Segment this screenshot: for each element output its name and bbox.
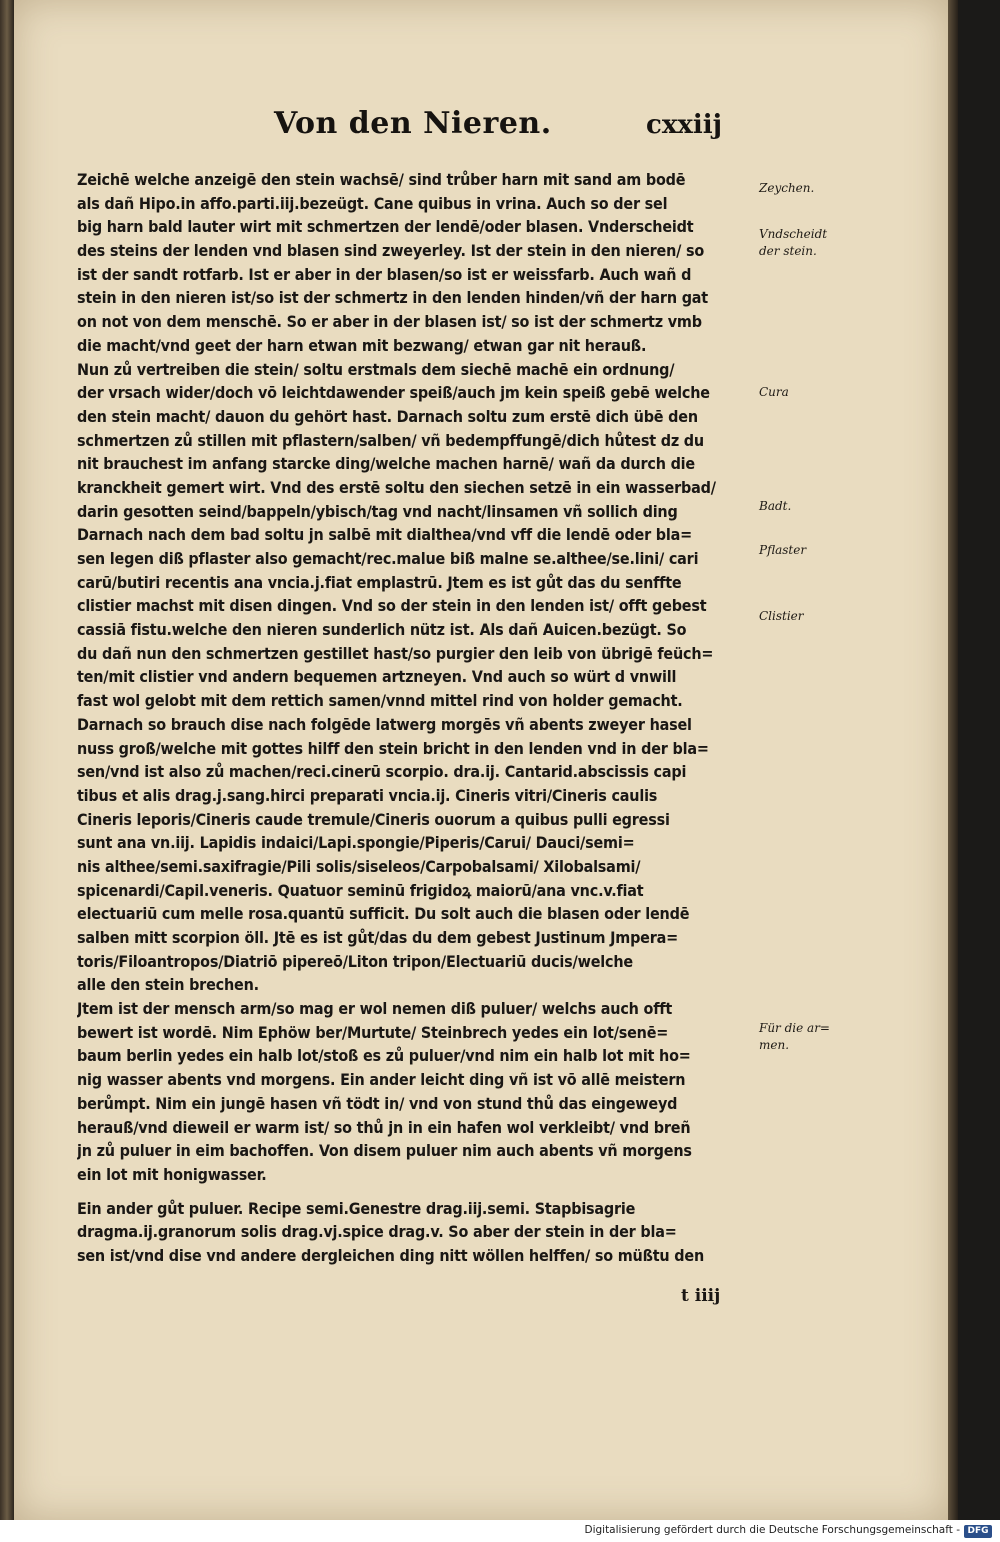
margin-note-unterscheid: Vndscheidt der stein.: [759, 227, 828, 258]
text-line: nit brauchest im anfang starcke ding/welche machen harnē/ wañ da durch die: [77, 454, 695, 474]
signature-mark: t iiij: [681, 1286, 721, 1306]
margin-note-bad: Badt.: [759, 499, 792, 513]
text-line: salben mitt scorpion öll. Jtē es ist gůt/das du dem gebest Justinum Jmpera=: [77, 928, 679, 947]
text-line: nig wasser abents vnd morgens. Ein ander leicht ding vñ ist vō allē meistern: [77, 1070, 686, 1090]
text-line: sen/vnd ist also zů machen/reci.cinerū scorpio. dra.ij. Cantarid.abscissis capi: [77, 762, 687, 782]
text-line: Darnach so brauch dise nach folgēde latwerg morgēs vñ abents zweyer hasel: [77, 714, 692, 734]
text-line: Jtem ist der mensch arm/so mag er wol nemen diß puluer/ welchs auch offt: [77, 999, 673, 1019]
text-line: sen ist/vnd dise vnd andere dergleichen ding nitt wöllen helffen/ so müßtu den: [77, 1245, 705, 1265]
dfg-logo-icon: DFG: [964, 1525, 992, 1538]
text-line: herauß/vnd dieweil er warm ist/ so thů jn in ein hafen wol verkleibt/ vnd breñ: [77, 1117, 691, 1137]
text-line: on not von dem menschē. So er aber in der blasen ist/ so ist der schmertz vmb: [77, 312, 702, 332]
text-line: du dañ nun den schmertzen gestillet hast/so purgier den leib von übrigē feüch=: [77, 643, 714, 663]
text-line: nuss groß/welche mit gottes hilff den stein bricht in den lenden vnd in der bla=: [77, 738, 709, 758]
page-edge: [0, 0, 14, 1520]
footer-bar: [0, 1520, 1000, 1542]
margin-note-clistier: Clistier: [759, 609, 804, 623]
margin-note-zeichen: Zeychen.: [759, 181, 815, 195]
text-line: Darnach nach dem bad soltu jn salbē mit dialthea/vnd vff die lendē oder bla=: [77, 525, 693, 545]
text-line: dragma.ij.granorum solis drag.vj.spice drag.v. So aber der stein in der bla=: [77, 1222, 677, 1242]
text-line: den stein macht/ dauon du gehört hast. Darnach soltu zum erstē dich übē den: [77, 406, 698, 426]
text-line: toris/Filoantropos/Diatriō pipereō/Liton tripon/Electuariū ducis/welche: [77, 951, 633, 971]
text-line: big harn bald lauter wirt mit schmertzen der lendē/oder blasen. Vnderscheidt: [77, 217, 694, 237]
text-line: bewert ist wordē. Nim Ephöw ber/Murtute/ Steinbrech yedes ein lot/senē=: [77, 1022, 669, 1042]
text-line: der vrsach wider/doch vō leichtdawender speiß/auch jm kein speiß gebē welche: [77, 383, 710, 403]
page-gutter-shadow: [948, 0, 958, 1520]
margin-note-pflaster: Pflaster: [759, 543, 807, 557]
text-line: nis althee/semi.saxifragie/Pili solis/siseleos/Carpobalsami/ Xilobalsami/: [77, 856, 641, 876]
text-line: baum berlin yedes ein halb lot/stoß es zů puluer/vnd nim ein halb lot mit ho=: [77, 1046, 691, 1066]
text-line: berůmpt. Nim ein jungē hasen vñ tödt in/ vnd von stund thů das eingeweyd: [77, 1093, 678, 1113]
running-head: Von den Nieren.: [274, 106, 552, 141]
text-line: als dañ Hipo.in affo.parti.iij.bezeügt. Cane quibus in vrina. Auch so der sel: [77, 193, 668, 213]
page-header: [252, 104, 772, 164]
paragraph-gap: [77, 1187, 757, 1197]
main-text-block: [77, 168, 757, 1268]
text-line: Cineris leporis/Cineris caude tremule/Cineris ouorum a quibus pulli egressi: [77, 809, 670, 829]
text-line: Ein ander gůt puluer. Recipe semi.Genestre drag.iij.semi. Stapbisagrie: [77, 1198, 636, 1218]
text-line: jn zů puluer in eim bachoffen. Von disem puluer nim auch abents vñ morgens: [77, 1141, 692, 1161]
text-line: fast wol gelobt mit dem rettich samen/vnnd mittel rind von holder gemacht.: [77, 691, 683, 711]
text-line: electuariū cum melle rosa.quantū sufficit. Du solt auch die blasen oder lendē: [77, 904, 690, 924]
margin-note-cura: Cura: [759, 385, 789, 399]
text-line: schmertzen zů stillen mit pflastern/salben/ vñ bedempffungē/dich hůtest dz du: [77, 430, 704, 450]
text-line: des steins der lenden vnd blasen sind zweyerley. Ist der stein in den nieren/ so: [77, 241, 705, 261]
text-line: clistier machst mit disen dingen. Vnd so der stein in den lenden ist/ offt gebest: [77, 596, 707, 616]
footer-credit: Digitalisierung gefördert durch die Deutsche Forschungsgemeinschaft -: [584, 1524, 960, 1536]
margin-notes: [759, 0, 837, 1300]
text-line: carū/butiri recentis ana vncia.j.fiat emplastrū. Jtem es ist gůt das du senffte: [77, 572, 682, 592]
text-line: spicenardi/Capil.veneris. Quatuor seminū frigidoꝝ maiorū/ana vnc.v.fiat: [77, 880, 644, 900]
text-line: ein lot mit honigwasser.: [77, 1164, 267, 1184]
text-line: Zeichē welche anzeigē den stein wachsē/ sind trůber harn mit sand am bodē: [77, 170, 686, 189]
folio-number: cxxiij: [646, 110, 722, 140]
text-line: ten/mit clistier vnd andern bequemen artzneyen. Vnd auch so würt d vnwill: [77, 667, 677, 687]
text-line: kranckheit gemert wirt. Vnd des erstē soltu den siechen setzē in ein wasserbad/: [77, 477, 716, 497]
text-line: tibus et alis drag.j.sang.hirci preparati vncia.ij. Cineris vitri/Cineris caulis: [77, 785, 658, 805]
text-line: darin gesotten seind/bappeln/ybisch/tag vnd nacht/linsamen vñ sollich ding: [77, 501, 678, 521]
text-line: sunt ana vn.iij. Lapidis indaici/Lapi.spongie/Piperis/Carui/ Dauci/semi=: [77, 833, 635, 853]
text-line: ist der sandt rotfarb. Ist er aber in der blasen/so ist er weissfarb. Auch wañ d: [77, 264, 692, 284]
margin-note-arme: Für die ar= men.: [759, 1021, 830, 1052]
text-line: sen legen diß pflaster also gemacht/rec.malue biß malne se.althee/se.lini/ cari: [77, 549, 699, 568]
text-line: Nun zů vertreiben die stein/ soltu erstmals dem siechē machē ein ordnung/: [77, 359, 675, 379]
text-line: stein in den nieren ist/so ist der schmertz in den lenden hinden/vñ der harn gat: [77, 288, 708, 308]
text-line: cassiā fistu.welche den nieren sunderlich nütz ist. Als dañ Auicen.bezügt. So: [77, 620, 687, 640]
book-page: [14, 0, 948, 1520]
text-line: alle den stein brechen.: [77, 975, 259, 995]
text-line: die macht/vnd geet der harn etwan mit bezwang/ etwan gar nit herauß.: [77, 335, 647, 355]
